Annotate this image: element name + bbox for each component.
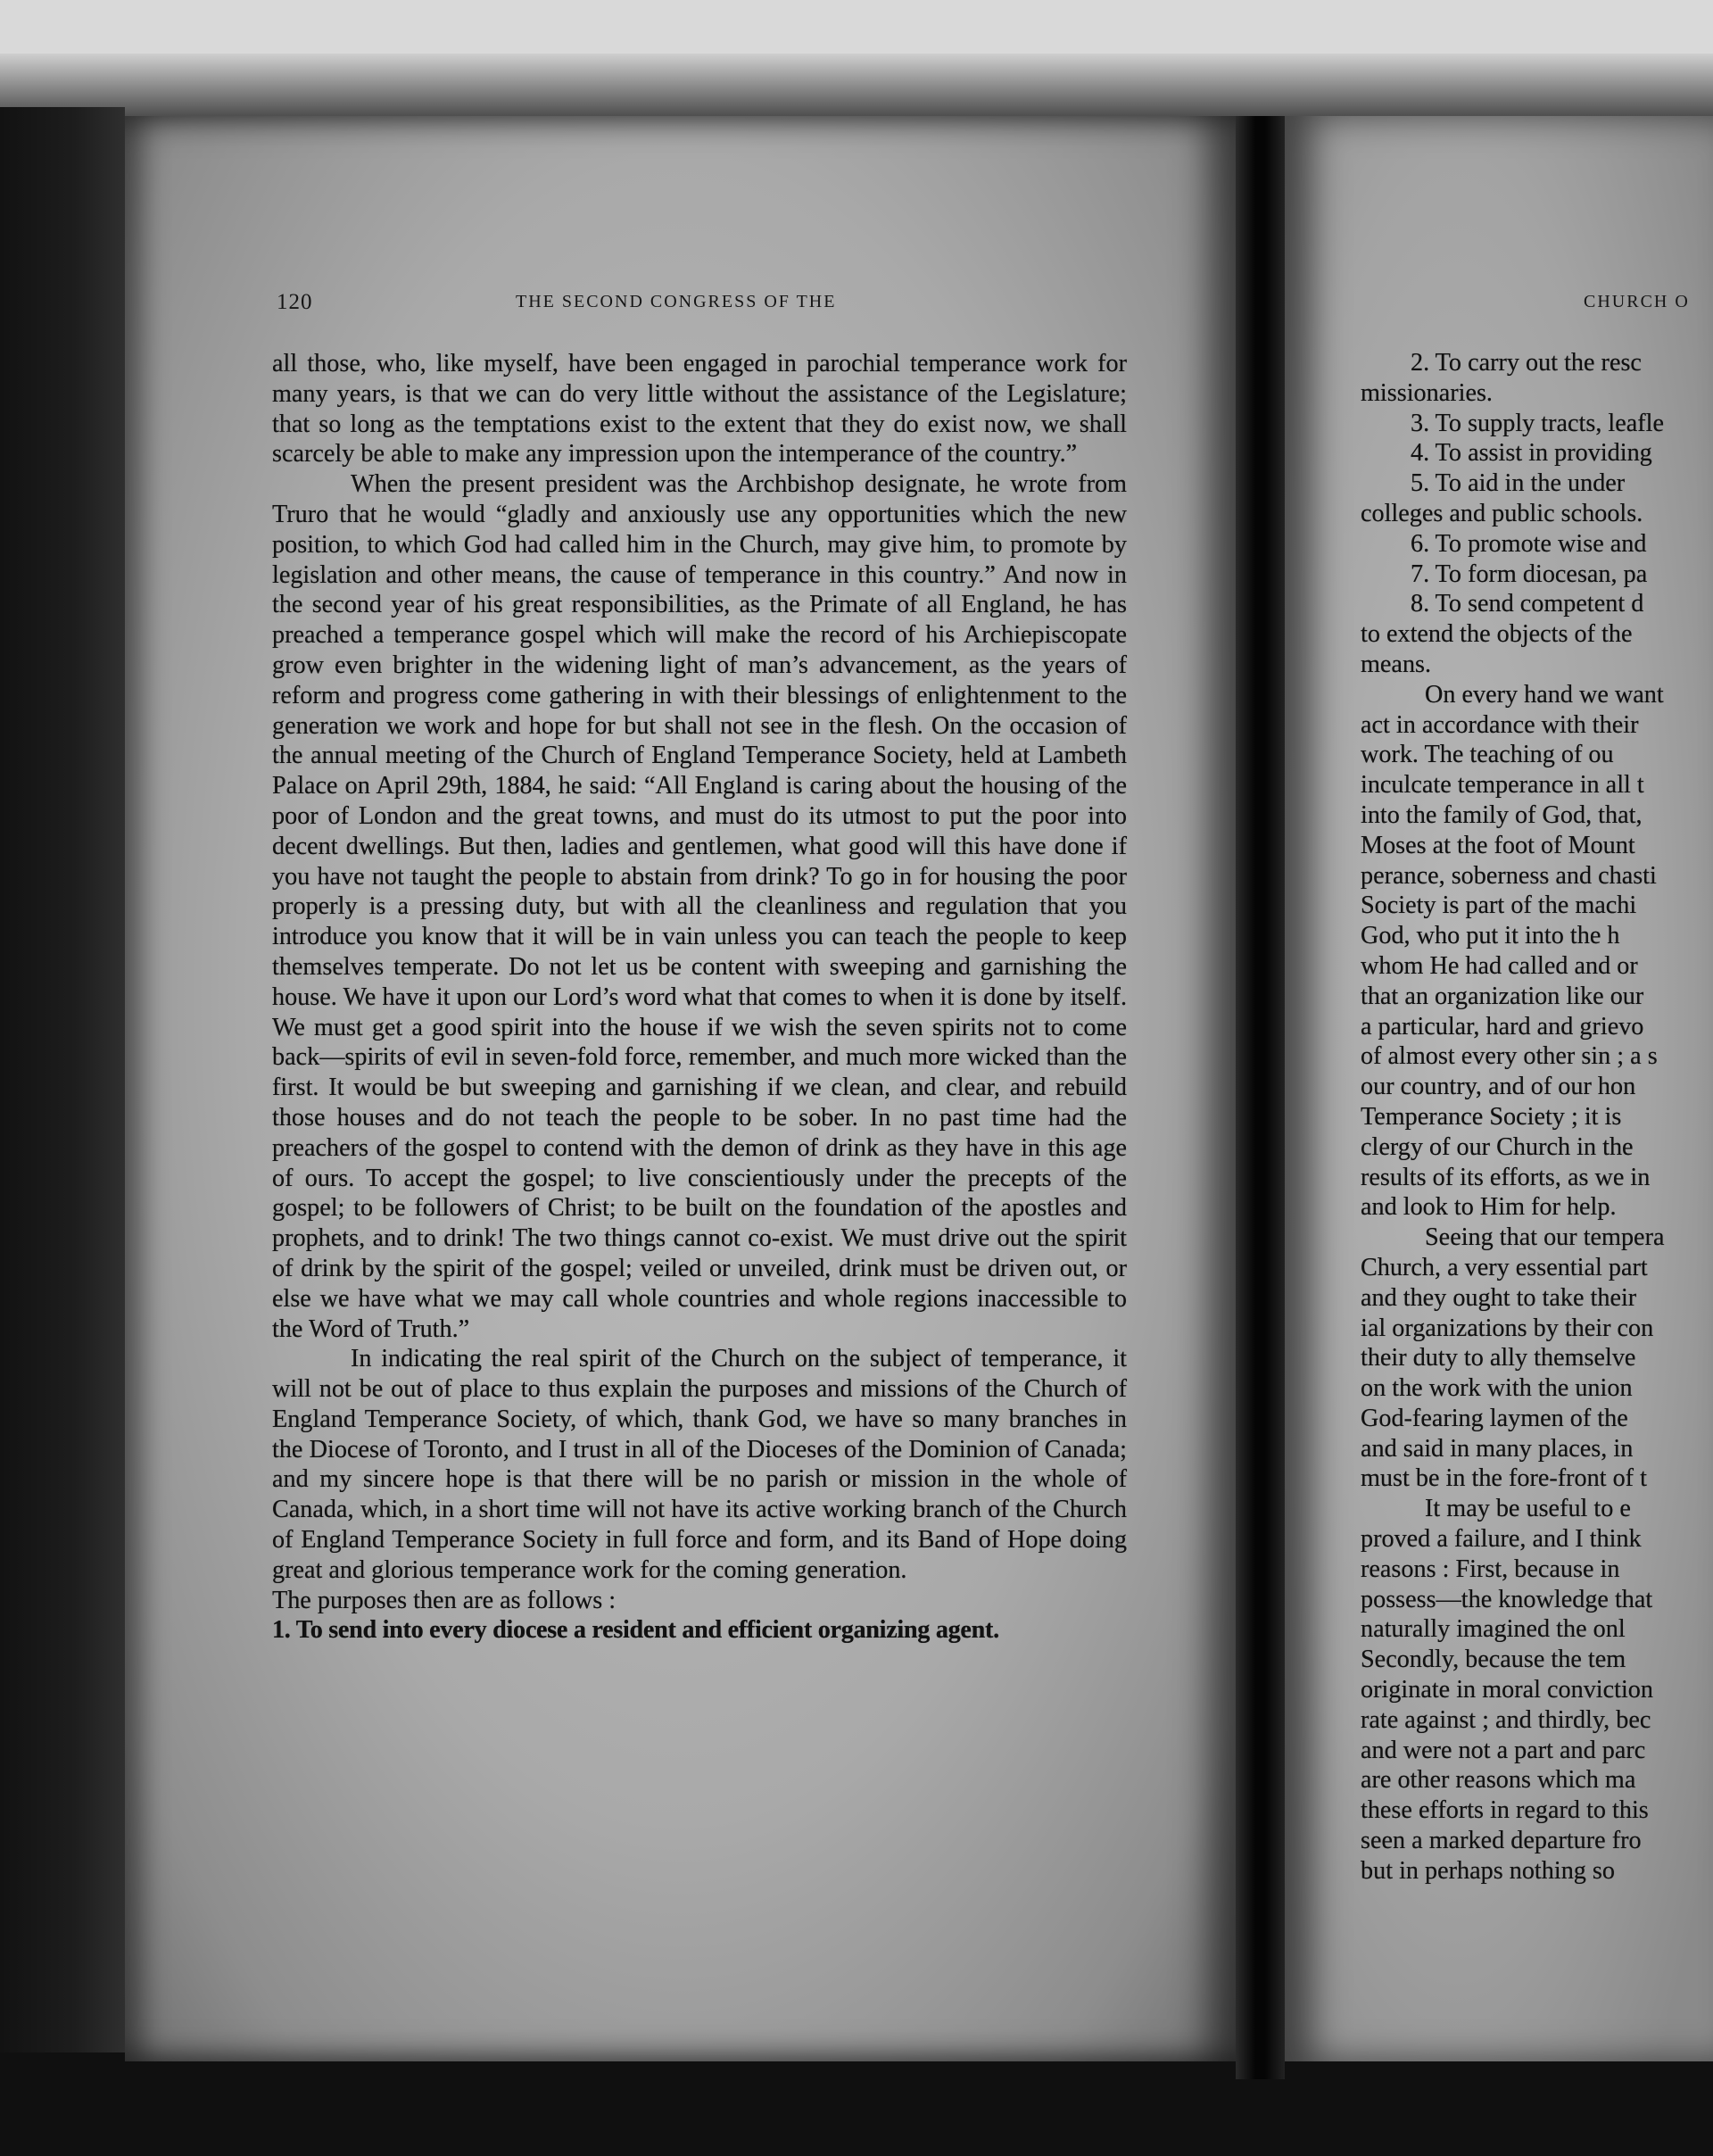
right-page-line: and said in many places, in: [1361, 1434, 1634, 1463]
right-running-head: CHURCH O: [1584, 292, 1690, 311]
right-page-line: on the work with the union: [1361, 1374, 1633, 1403]
right-page-line: God-fearing laymen of the: [1361, 1404, 1628, 1432]
right-page-line: seen a marked departure fro: [1361, 1827, 1642, 1855]
book-gutter: [1236, 116, 1285, 2079]
right-page-line: are other reasons which ma: [1361, 1766, 1636, 1795]
right-page-line: 8. To send competent d: [1411, 590, 1644, 618]
scanner-background-bottom: [0, 2052, 1713, 2156]
right-page-line: Seeing that our tempera: [1425, 1223, 1665, 1252]
right-page-line: 3. To supply tracts, leafle: [1411, 409, 1665, 437]
right-page-line: God, who put it into the h: [1361, 922, 1620, 950]
right-page-line: originate in moral conviction: [1361, 1676, 1653, 1704]
right-page-line: clergy of our Church in the: [1361, 1132, 1634, 1161]
right-page-line: rate against ; and thirdly, bec: [1361, 1705, 1651, 1734]
right-page-line: possess—the knowledge that: [1361, 1585, 1653, 1613]
right-page-line: that an organization like our: [1361, 982, 1644, 1010]
right-page-body: [1361, 348, 1713, 1886]
page-number: 120: [277, 290, 313, 314]
right-page-line: Temperance Society ; it is: [1361, 1102, 1622, 1131]
right-page-line: work. The teaching of ou: [1361, 741, 1614, 769]
right-page-line: and were not a part and parc: [1361, 1736, 1646, 1764]
paragraph-society-purposes: In indicating the real spirit of the Church on the subject of temperance, it will not be out of place to thus explain the purposes and missions of the Church of England Temperance Society, of which, thank God, we have so many branches in the Diocese of Toronto, and I trust in all of the Dioceses of the Dominion of Canada; and my sincere hope is that there will be no parish or mission in the whole of Canada, which, in a short time will not have its active working branch of the Church of England Temperance Society in full force and form, and its Band of Hope doing great and glorious temperance work for the coming generation.: [272, 1345, 1127, 1584]
book-cover-edge: [0, 107, 125, 2106]
right-page-line: inculcate temperance in all t: [1361, 771, 1644, 800]
right-page-line: our country, and of our hon: [1361, 1073, 1636, 1101]
right-page-line: and they ought to take their: [1361, 1283, 1637, 1312]
right-page-line: perance, soberness and chasti: [1361, 861, 1657, 890]
right-page-line: colleges and public schools.: [1361, 499, 1643, 527]
right-page: [1285, 116, 1713, 2061]
right-page-line: 4. To assist in providing: [1411, 439, 1652, 468]
right-page-line: missionaries.: [1361, 378, 1493, 407]
right-page-line: of almost every other sin ; a s: [1361, 1042, 1658, 1071]
right-page-line: On every hand we want: [1425, 680, 1664, 709]
right-page-line: these efforts in regard to this: [1361, 1796, 1649, 1825]
right-page-line: into the family of God, that,: [1361, 800, 1643, 829]
right-page-line: Secondly, because the tem: [1361, 1646, 1626, 1674]
right-page-line: Church, a very essential part: [1361, 1253, 1648, 1281]
right-page-line: 7. To form diocesan, pa: [1411, 560, 1648, 588]
right-page-line: 2. To carry out the resc: [1411, 349, 1642, 377]
right-page-line: Moses at the foot of Mount: [1361, 831, 1635, 859]
left-page-body: [272, 349, 1127, 1646]
right-page-line: but in perhaps nothing so: [1361, 1856, 1615, 1885]
right-page-line: and look to Him for help.: [1361, 1193, 1617, 1222]
right-page-line: naturally imagined the onl: [1361, 1615, 1626, 1644]
right-page-line: must be in the fore-front of t: [1361, 1464, 1647, 1493]
right-page-line: proved a failure, and I think: [1361, 1525, 1642, 1554]
right-page-line: It may be useful to e: [1425, 1495, 1631, 1523]
right-page-line: a particular, hard and grievo: [1361, 1012, 1644, 1041]
right-page-line: Society is part of the machi: [1361, 891, 1637, 920]
right-page-line: act in accordance with their: [1361, 710, 1639, 739]
paragraph-continuation: all those, who, like myself, have been engaged in parochial temperance work for many years, is that we can do very little without the assistance of the Legislature; that so long as the temptations exist to the extent that they do exist now, we shall scarcely be able to make any impression upon the intemperance of the country.”: [272, 350, 1127, 469]
right-page-line: ial organizations by their con: [1361, 1314, 1654, 1342]
right-page-line: whom He had called and or: [1361, 951, 1638, 980]
left-running-head: [277, 290, 1133, 326]
right-page-line: means.: [1361, 650, 1432, 678]
right-page-line: results of its efforts, as we in: [1361, 1163, 1651, 1191]
right-page-line: 5. To aid in the under: [1411, 469, 1626, 498]
right-page-line: their duty to ally themselve: [1361, 1344, 1636, 1372]
right-page-line: 6. To promote wise and: [1411, 529, 1647, 558]
paragraph-archbishop: When the present president was the Archbishop designate, he wrote from Truro that he would “gladly and anxiously use any opportunities which the new position, to which God had called him in the Church, may give him, to promote by legislation and other means, the cause of temperance in this country.” And now in the second year of his great responsibilities, as the Primate of all England, he has preached a temperance gospel which will make the record of his Archiepiscopate grow even brighter in the widening light of man’s advancement, as the years of reform and progress come gathering in with their blessings of enlightenment to the generation we work and hope for but shall not see in the flesh. On the occasion of the annual meeting of the Church of England Temperance Society, held at Lambeth Palace on April 29th, 1884, he said: “All England is caring about the housing of the poor of London and the great towns, and must do its utmost to put the poor into decent dwellings. But then, ladies and gentlemen, what good will this have done if you have not taught the people to abstain from drink? To go in for housing the poor properly is a pressing duty, but with all the cleanliness and regulation that you introduce you know that it will be in vain unless you can teach the people to keep themselves temperate. Do not let us be content with sweeping and garnishing the house. We have it upon our Lord’s word what that comes to when it is done by itself. We must get a good spirit into the house if we wish the seven spirits not to come back—spirits of evil in seven-fold force, remember, and much more wicked than the first. It would be but sweeping and garnishing if we clean, and clear, and rebuild those houses and do not teach the people to be sober. In no past time had the preachers of the gospel to contend with the demon of drink as they have in this age of ours. To accept the gospel; to live conscientiously under the precepts of the gospel; to be followers of Christ; to be built on the foundation of the apostles and prophets, and to drink! The two things cannot co-exist. We must drive out the spirit of drink by the spirit of the gospel; veiled or unveiled, drink must be driven out, or else we have what we may call whole countries and whole regions inaccessible to the Word of Truth.”: [272, 470, 1127, 1343]
list-item-1: 1. To send into every diocese a resident and efficient organizing agent.: [272, 1616, 999, 1645]
running-head-title: THE SECOND CONGRESS OF THE: [516, 292, 837, 311]
list-intro: The purposes then are as follows :: [272, 1586, 617, 1614]
right-page-line: reasons : First, because in: [1361, 1555, 1620, 1583]
right-page-line: to extend the objects of the: [1361, 620, 1633, 649]
